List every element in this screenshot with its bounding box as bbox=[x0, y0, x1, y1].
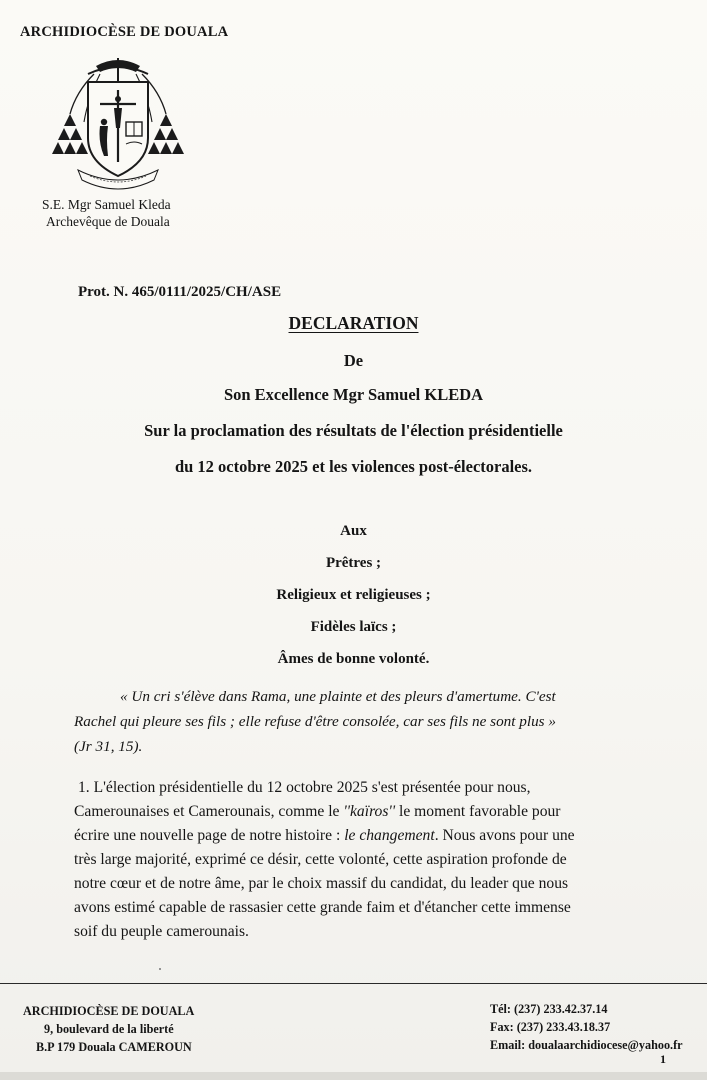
declaration-subject-line-2: du 12 octobre 2025 et les violences post-électorales. bbox=[174, 457, 533, 476]
declaration-author: Son Excellence Mgr Samuel KLEDA bbox=[223, 385, 484, 404]
archdiocese-header-title: ARCHIDIOCÈSE DE DOUALA bbox=[20, 24, 229, 40]
coat-of-arms-icon bbox=[48, 52, 188, 194]
declaration-heading: DECLARATION bbox=[288, 313, 419, 333]
protocol-number: Prot. N. 465/0111/2025/CH/ASE bbox=[78, 284, 282, 300]
footer-fax: Fax: (237) 233.43.18.37 bbox=[490, 1020, 611, 1034]
paragraph-text: écrire une nouvelle page de notre histoire : bbox=[74, 827, 345, 844]
paragraph-text: . Nous avons pour une bbox=[434, 827, 575, 844]
paragraph-text: le moment favorable pour bbox=[395, 803, 561, 820]
recipient-line: Prêtres ; bbox=[325, 555, 382, 571]
kairos-term: ''kaïros'' bbox=[343, 803, 396, 820]
page-number: 1 bbox=[660, 1052, 666, 1066]
recipient-line: Aux bbox=[340, 523, 367, 539]
paragraph-line: 1. L'élection présidentielle du 12 octobre 2025 s'est présentée pour nous, bbox=[78, 779, 531, 796]
archbishop-coat-of-arms bbox=[48, 52, 188, 194]
paragraph-line bbox=[74, 824, 674, 848]
speck bbox=[159, 968, 161, 970]
footer-divider bbox=[0, 983, 707, 984]
changement-term: le changement bbox=[344, 827, 435, 844]
recipient-line: Âmes de bonne volonté. bbox=[277, 651, 430, 667]
paragraph-line: notre cœur et de notre âme, par le choix massif du candidat, du leader que nous bbox=[74, 875, 569, 892]
quote-line: Rachel qui pleure ses fils ; elle refuse d'être consolée, car ses fils ne sont plus » bbox=[74, 713, 556, 730]
scripture-quote bbox=[74, 684, 664, 759]
recipient-line: Fidèles laïcs ; bbox=[310, 619, 397, 635]
footer-tel: Tél: (237) 233.42.37.14 bbox=[490, 1002, 608, 1016]
paragraph-line: soif du peuple camerounais. bbox=[74, 923, 249, 940]
footer-email: Email: doualaarchidiocese@yahoo.fr bbox=[490, 1038, 683, 1052]
footer-po-box: B.P 179 Douala CAMEROUN bbox=[36, 1040, 192, 1054]
paragraph-line: avons estimé capable de rassasier cette grande faim et d'étancher cette immense bbox=[74, 899, 571, 916]
footer-org: ARCHIDIOCÈSE DE DOUALA bbox=[23, 1004, 195, 1018]
signatory-name: S.E. Mgr Samuel Kleda bbox=[42, 197, 171, 212]
footer-address: 9, boulevard de la liberté bbox=[44, 1022, 174, 1036]
recipient-line: Religieux et religieuses ; bbox=[276, 587, 431, 603]
declaration-subject-line-1: Sur la proclamation des résultats de l'élection présidentielle bbox=[144, 421, 563, 440]
quote-reference: (Jr 31, 15). bbox=[74, 738, 143, 755]
paragraph-1 bbox=[74, 776, 674, 944]
paragraph-line: très large majorité, exprimé ce désir, cette volonté, cette aspiration profonde de bbox=[74, 851, 567, 868]
declaration-de: De bbox=[343, 351, 364, 370]
paragraph-line bbox=[74, 800, 674, 824]
quote-line: « Un cri s'élève dans Rama, une plainte et des pleurs d'amertume. C'est bbox=[120, 688, 556, 705]
signatory-role: Archevêque de Douala bbox=[46, 214, 170, 229]
page-bottom-edge bbox=[0, 1072, 707, 1080]
paragraph-text: Camerounaises et Camerounais, comme le bbox=[74, 803, 344, 820]
